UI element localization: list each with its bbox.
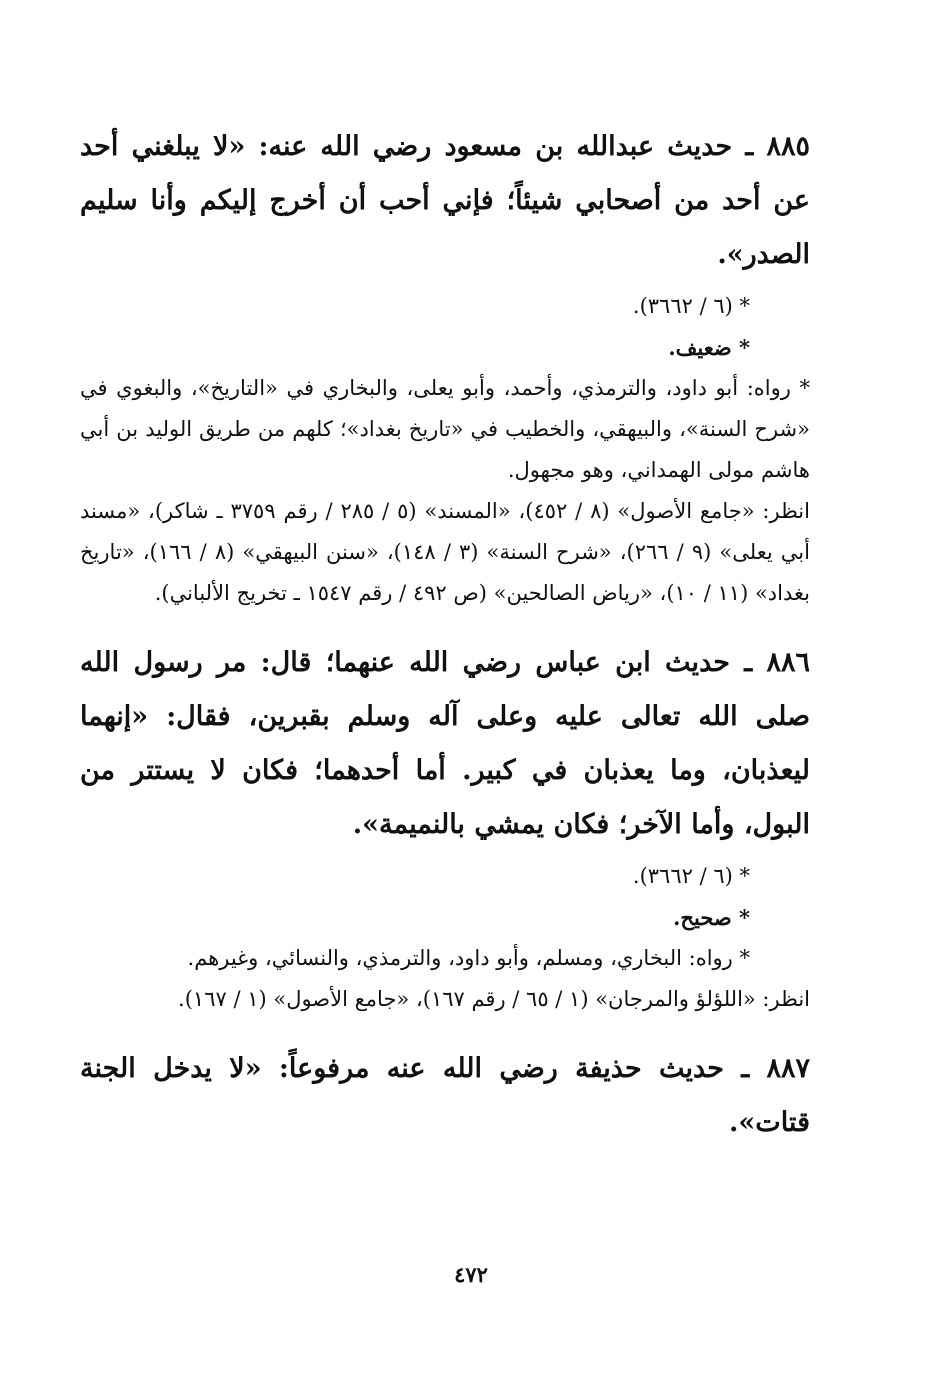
hadith-notes — [80, 286, 810, 368]
see-also-note: انظر: «جامع الأصول» (٨ / ٤٥٢)، «المسند» (٥ / ٢٨٥ / رقم ٣٧٥٩ ـ شاكر)، «مسند أبي يعلى» (٩ / ٢٦٦)، «شرح السنة» (٣ / ١٤٨)، «سنن البيهقي» (٨ / ١٦٦)، «تاريخ بغداد» (١١ / ١٠)، «رياض الصالحين» (ص ٤٩٢ / رقم ١٥٤٧ ـ تخريج الألباني). — [80, 499, 810, 605]
reference-note: * (٦ / ٣٦٦٢). — [632, 864, 750, 888]
page-number: ٤٧٢ — [454, 1262, 488, 1287]
hadith-heading: ٨٨٥ ـ حديث عبدالله بن مسعود رضي الله عنه: «لا يبلغني أحد عن أحد من أصحابي شيئاً؛ فإني أحب أن أخرج إليكم وأنا سليم الصدر». — [80, 131, 810, 270]
hadith-entry-887 — [80, 1042, 810, 1150]
hadith-entry-886 — [80, 636, 810, 1020]
narration-note: * رواه: أبو داود، والترمذي، وأحمد، وأبو يعلى، والبخاري في «التاريخ»، والبغوي في «شرح السنة»، والبيهقي، والخطيب في «تاريخ بغداد»؛ كلهم من طريق الوليد بن أبي هاشم مولى الهمداني، وهو مجهول. — [80, 376, 810, 482]
hadith-entry-885 — [80, 120, 810, 614]
grade-note: * ضعيف. — [668, 335, 750, 360]
hadith-heading: ٨٨٧ ـ حديث حذيفة رضي الله عنه مرفوعاً: «لا يدخل الجنة قتات». — [80, 1053, 810, 1138]
narration-note: * رواه: البخاري، ومسلم، وأبو داود، والترمذي، والنسائي، وغيرهم. — [187, 946, 750, 970]
see-also-note: انظر: «اللؤلؤ والمرجان» (١ / ٦٥ / رقم ١٦٧)، «جامع الأصول» (١ / ١٦٧). — [178, 987, 810, 1011]
hadith-notes — [80, 856, 810, 979]
book-page — [80, 120, 810, 1172]
hadith-heading: ٨٨٦ ـ حديث ابن عباس رضي الله عنهما؛ قال: مر رسول الله صلى الله تعالى عليه وعلى آله وسلم بقبرين، فقال: «إنهما ليعذبان، وما يعذبان في كبير. أما أحدهما؛ فكان لا يستتر من البول، وأما الآخر؛ فكان يمشي بالنميمة». — [80, 647, 810, 840]
grade-note: * صحيح. — [673, 905, 750, 930]
reference-note: * (٦ / ٣٦٦٢). — [632, 294, 750, 318]
